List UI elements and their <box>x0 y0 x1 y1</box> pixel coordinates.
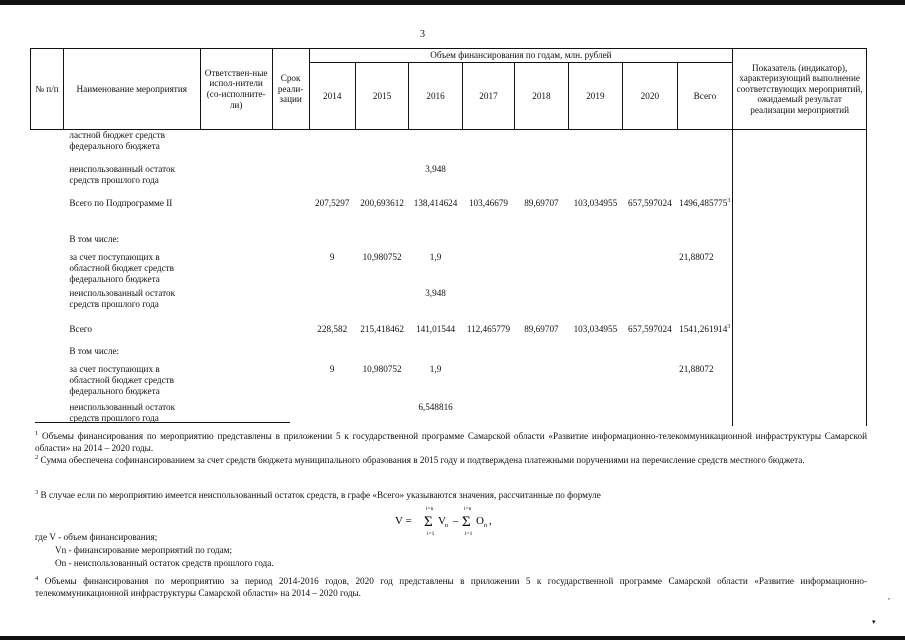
table-row <box>31 324 867 346</box>
total-value: 1541,261914 <box>679 324 728 335</box>
year-value: 200,693612 <box>360 198 404 208</box>
cell-num <box>31 324 64 346</box>
svg-text:i=1: i=1 <box>427 531 435 537</box>
cell-value <box>623 234 677 252</box>
cell-term <box>272 288 309 324</box>
svg-text:V: V <box>438 515 446 527</box>
cell-term <box>272 164 309 198</box>
cell-value <box>409 164 462 198</box>
cell-value <box>462 364 514 402</box>
svg-text:–: – <box>453 515 459 527</box>
cell-term <box>272 252 309 288</box>
bottom-border <box>0 636 905 640</box>
year-value: 89,69707 <box>524 198 559 208</box>
cell-value <box>515 234 568 252</box>
cell-indicator <box>733 346 867 364</box>
cell-responsible <box>200 198 272 234</box>
year-value: 9 <box>329 364 335 374</box>
cell-name: неиспользованный остаток средств прошлого года <box>69 402 176 424</box>
cell-value <box>515 402 568 426</box>
cell-value <box>355 164 408 198</box>
svg-text:O: O <box>476 515 484 527</box>
cell-term <box>272 324 309 346</box>
cell-value <box>409 402 462 426</box>
cell-value <box>409 346 462 364</box>
cell-value <box>623 130 677 165</box>
page-mark: ▾ <box>872 618 876 626</box>
cell-total <box>677 252 733 288</box>
cell-value <box>568 402 622 426</box>
cell-value <box>568 130 622 165</box>
cell-value <box>409 234 462 252</box>
year-header: 2014 <box>309 63 355 130</box>
cell-name: за счет поступающих в областной бюджет средств федерального бюджета <box>69 364 175 397</box>
cell-responsible <box>200 130 272 165</box>
total-footnote-ref: 3 <box>727 324 731 330</box>
cell-value <box>623 364 677 402</box>
cell-indicator <box>733 234 867 252</box>
table-row <box>31 364 867 402</box>
cell-value <box>355 402 408 426</box>
year-value: 10,980752 <box>362 252 402 262</box>
svg-text:n: n <box>484 523 487 529</box>
year-header: 2020 <box>623 63 677 130</box>
year-value: 3,948 <box>425 164 446 174</box>
year-header: 2018 <box>515 63 568 130</box>
cell-indicator <box>733 252 867 288</box>
table-row <box>31 346 867 364</box>
cell-value <box>409 288 462 324</box>
formula-vn: Vn - финансирование мероприятий по годам; <box>55 545 233 555</box>
footnote-separator <box>35 422 290 423</box>
cell-value <box>462 402 514 426</box>
funding-table <box>30 48 867 426</box>
cell-value <box>355 346 408 364</box>
cell-name: за счет поступающих в областной бюджет средств федерального бюджета <box>69 252 175 285</box>
cell-name: Всего <box>69 324 92 334</box>
cell-value <box>462 288 514 324</box>
total-value: 21,88072 <box>679 252 714 262</box>
cell-value <box>515 130 568 165</box>
cell-value <box>515 288 568 324</box>
year-value: 657,597024 <box>628 198 672 208</box>
year-value: 215,418462 <box>360 324 404 334</box>
cell-value <box>568 324 622 346</box>
cell-value <box>462 198 514 234</box>
cell-value <box>623 288 677 324</box>
footnote-4: $^4$ Объемы финансирования по мероприятию за период 2014-2016 годов, 2020 год представлены в приложении 5 к государственной программе Самарской области «Развитие информационно-телекоммуникационной инфраструктуры Самарской области» на 2014 – 2020 годы. <box>35 575 868 599</box>
cell-num <box>31 130 64 165</box>
svg-text:i=n: i=n <box>464 506 472 512</box>
cell-value <box>355 234 408 252</box>
cell-num <box>31 164 64 198</box>
cell-value <box>355 364 408 402</box>
formula-where: где V - объем финансирования; <box>35 532 158 542</box>
cell-value <box>462 130 514 165</box>
cell-num <box>31 364 64 402</box>
top-border <box>0 0 905 5</box>
cell-value <box>515 252 568 288</box>
svg-text:n: n <box>445 523 448 529</box>
page-mark: , <box>888 592 890 601</box>
year-value: 103,034955 <box>573 198 618 208</box>
cell-value <box>409 198 462 234</box>
cell-value <box>355 288 408 324</box>
cell-value <box>355 198 408 234</box>
cell-value <box>515 164 568 198</box>
page-number: 3 <box>420 29 425 40</box>
formula-on: On - неиспользованный остаток средств прошлого года. <box>55 558 274 568</box>
cell-num <box>31 234 64 252</box>
cell-name: неиспользованный остаток средств прошлого года <box>69 164 176 186</box>
cell-name: ластной бюджет средств федерального бюджета <box>69 130 165 152</box>
cell-indicator <box>733 164 867 198</box>
cell-total <box>677 130 733 165</box>
cell-value <box>568 288 622 324</box>
total-footnote-ref: 3 <box>727 198 731 204</box>
cell-value <box>309 234 355 252</box>
cell-value <box>309 364 355 402</box>
svg-text:V =: V = <box>395 515 412 527</box>
year-value: 9 <box>329 252 335 262</box>
cell-name: неиспользованный остаток средств прошлого года <box>69 288 176 310</box>
svg-text:i=1: i=1 <box>465 531 473 537</box>
cell-indicator <box>733 198 867 234</box>
table-row <box>31 288 867 324</box>
year-header: 2019 <box>568 63 622 130</box>
year-value: 1,9 <box>429 364 442 374</box>
cell-responsible <box>200 234 272 252</box>
cell-term <box>272 198 309 234</box>
cell-total <box>677 198 733 234</box>
cell-value <box>309 198 355 234</box>
cell-value <box>309 346 355 364</box>
cell-name: Всего по Подпрограмме II <box>69 198 173 208</box>
cell-indicator <box>733 324 867 346</box>
cell-num <box>31 288 64 324</box>
year-value: 103,034955 <box>573 324 618 334</box>
year-value: 112,465779 <box>466 324 511 334</box>
cell-value <box>623 164 677 198</box>
cell-value <box>309 164 355 198</box>
svg-text:i=n: i=n <box>426 506 434 512</box>
cell-value <box>568 198 622 234</box>
cell-responsible <box>200 324 272 346</box>
table-row <box>31 252 867 288</box>
cell-value <box>355 324 408 346</box>
cell-value <box>568 252 622 288</box>
cell-value <box>462 164 514 198</box>
cell-value <box>462 252 514 288</box>
table-row <box>31 164 867 198</box>
cell-value <box>309 130 355 165</box>
year-header: 2016 <box>409 63 462 130</box>
cell-value <box>309 288 355 324</box>
cell-value <box>355 130 408 165</box>
cell-value <box>309 324 355 346</box>
year-value: 141,01544 <box>416 324 456 334</box>
total-value: 21,88072 <box>679 364 714 374</box>
cell-total <box>677 234 733 252</box>
svg-text:,: , <box>489 515 492 527</box>
cell-name: В том числе: <box>69 234 120 244</box>
cell-value <box>568 364 622 402</box>
cell-total <box>677 402 733 426</box>
cell-value <box>623 402 677 426</box>
cell-total <box>677 364 733 402</box>
cell-value <box>568 346 622 364</box>
cell-value <box>568 234 622 252</box>
cell-value <box>623 252 677 288</box>
footnote-2: $^2$ Сумма обеспечена софинансированием за счет средств бюджета муниципального образования в 2015 году и подтверждена платежными поручениями на перечисление средств местного бюджета. <box>35 454 805 466</box>
cell-indicator <box>733 288 867 324</box>
cell-term <box>272 234 309 252</box>
year-value: 228,582 <box>317 324 348 334</box>
table-row <box>31 130 867 165</box>
cell-value <box>623 346 677 364</box>
col-name-header: Наименование мероприятия <box>63 49 200 130</box>
year-value: 657,597024 <box>628 324 672 334</box>
cell-indicator <box>733 130 867 165</box>
footnote-1: $^1$ Объемы финансирования по мероприятию представлены в приложении 5 к государственной программе Самарской области «Развитие информационно-телекоммуникационной инфраструктуры Самарской области» на 2014 – 2020 годы. <box>35 430 867 454</box>
cell-total <box>677 288 733 324</box>
table-row <box>31 198 867 234</box>
cell-value <box>409 130 462 165</box>
cell-responsible <box>200 346 272 364</box>
col-indicator-header: Показатель (индикатор), характеризующий выполнение соответствующих мероприятий, ожидаемый результат реализации мероприятий <box>733 49 867 130</box>
total-header: Всего <box>677 63 733 130</box>
cell-responsible <box>200 364 272 402</box>
cell-responsible <box>200 288 272 324</box>
cell-value <box>309 252 355 288</box>
year-value: 1,9 <box>429 252 442 262</box>
cell-total <box>677 324 733 346</box>
col-num-header: № п/п <box>31 49 64 130</box>
cell-name: В том числе: <box>69 346 120 356</box>
cell-value <box>309 402 355 426</box>
cell-value <box>462 346 514 364</box>
svg-text:Σ: Σ <box>462 514 471 530</box>
cell-total <box>677 164 733 198</box>
cell-value <box>568 164 622 198</box>
cell-responsible <box>200 252 272 288</box>
cell-value <box>515 324 568 346</box>
cell-value <box>409 364 462 402</box>
cell-value <box>623 198 677 234</box>
year-value: 103,46679 <box>468 198 508 208</box>
cell-total <box>677 346 733 364</box>
cell-value <box>515 198 568 234</box>
year-value: 207,5297 <box>315 198 350 208</box>
cell-term <box>272 364 309 402</box>
cell-value <box>462 234 514 252</box>
year-value: 3,948 <box>425 288 446 298</box>
total-value: 1496,485775 <box>679 198 728 209</box>
cell-num <box>31 252 64 288</box>
cell-responsible <box>200 164 272 198</box>
cell-value <box>462 324 514 346</box>
svg-text:Σ: Σ <box>424 514 433 530</box>
cell-num <box>31 346 64 364</box>
year-header: 2017 <box>462 63 514 130</box>
cell-indicator <box>733 402 867 426</box>
col-term-header: Срок реали-зации <box>272 49 309 130</box>
year-header: 2015 <box>355 63 408 130</box>
footnote-3: $^3$ В случае если по мероприятию имеется неиспользованный остаток средств, в графе «Всего» указываются значения, рассчитанные по формуле <box>35 489 601 501</box>
year-value: 10,980752 <box>362 364 402 374</box>
year-value: 138,414624 <box>413 198 458 208</box>
funding-group-header: Объем финансирования по годам, млн. рублей <box>309 49 733 63</box>
cell-value <box>623 324 677 346</box>
col-responsible-header: Ответствен-ные испол-нители (со-исполните-ли) <box>200 49 272 130</box>
cell-term <box>272 130 309 165</box>
cell-value <box>409 252 462 288</box>
year-value: 6,548816 <box>418 402 453 412</box>
cell-num <box>31 198 64 234</box>
cell-value <box>409 324 462 346</box>
year-value: 89,69707 <box>524 324 559 334</box>
cell-indicator <box>733 364 867 402</box>
cell-value <box>355 252 408 288</box>
cell-term <box>272 346 309 364</box>
cell-value <box>515 364 568 402</box>
cell-value <box>515 346 568 364</box>
table-row <box>31 234 867 252</box>
